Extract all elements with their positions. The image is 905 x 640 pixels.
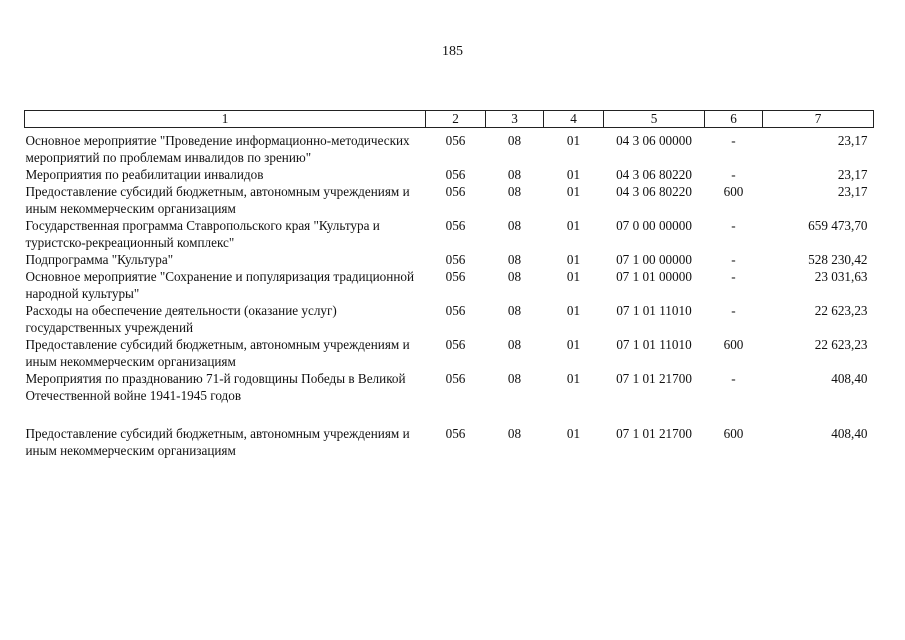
row-expense-type: -: [731, 252, 736, 267]
row-subsection-code: 01: [566, 337, 581, 352]
row-expense-type: 600: [723, 337, 744, 352]
row-target-article: 07 1 01 11010: [616, 337, 692, 352]
row-target-article: 04 3 06 80220: [616, 184, 692, 199]
table-row: [25, 251, 874, 268]
header-col-3: 3: [486, 111, 544, 128]
row-target-article: 07 1 01 21700: [616, 426, 692, 441]
row-subsection-code: 01: [566, 184, 581, 199]
row-ministry-code: 056: [445, 184, 466, 199]
row-ministry-code: 056: [445, 252, 466, 267]
row-amount: 22 623,23: [814, 337, 868, 352]
row-section-code: 08: [507, 371, 522, 386]
header-col-1: 1: [25, 111, 426, 128]
row-amount: 23,17: [837, 184, 868, 199]
header-row: [25, 111, 874, 128]
table-row: [25, 268, 874, 302]
row-subsection-code: 01: [566, 133, 581, 148]
row-amount: 659 473,70: [808, 218, 868, 233]
table-row: [25, 183, 874, 217]
row-ministry-code: 056: [445, 167, 466, 182]
row-expense-type: -: [731, 167, 736, 182]
row-name: Предоставление субсидий бюджетным, автономным учреждениям и иным некоммерческим организациям: [25, 337, 410, 369]
row-section-code: 08: [507, 184, 522, 199]
row-ministry-code: 056: [445, 218, 466, 233]
row-amount: 23 031,63: [814, 269, 868, 284]
row-name: Подпрограмма "Культура": [25, 252, 174, 267]
row-name: Основное мероприятие "Сохранение и популяризация традиционной народной культуры": [25, 269, 415, 301]
row-section-code: 08: [507, 218, 522, 233]
row-amount: 23,17: [837, 133, 868, 148]
table-row: [25, 217, 874, 251]
row-name: Основное мероприятие "Проведение информационно-методических мероприятий по проблемам инвалидов по зрению": [25, 133, 410, 165]
row-section-code: 08: [507, 303, 522, 318]
row-name: Мероприятия по празднованию 71-й годовщины Победы в Великой Отечественной войне 1941-1945 годов: [25, 371, 406, 403]
row-expense-type: -: [731, 269, 736, 284]
row-target-article: 07 1 00 00000: [616, 252, 692, 267]
row-section-code: 08: [507, 426, 522, 441]
row-ministry-code: 056: [445, 303, 466, 318]
row-subsection-code: 01: [566, 252, 581, 267]
row-amount: 22 623,23: [814, 303, 868, 318]
table-row: [25, 166, 874, 183]
budget-table: [24, 110, 874, 459]
row-target-article: 04 3 06 00000: [616, 133, 692, 148]
row-target-article: 04 3 06 80220: [616, 167, 692, 182]
row-target-article: 07 1 01 11010: [616, 303, 692, 318]
row-section-code: 08: [507, 252, 522, 267]
row-amount: 408,40: [831, 426, 868, 441]
row-ministry-code: 056: [445, 337, 466, 352]
row-section-code: 08: [507, 167, 522, 182]
page-number: 185: [442, 44, 463, 59]
row-target-article: 07 1 01 00000: [616, 269, 692, 284]
row-subsection-code: 01: [566, 303, 581, 318]
row-subsection-code: 01: [566, 269, 581, 284]
row-expense-type: -: [731, 303, 736, 318]
row-subsection-code: 01: [566, 167, 581, 182]
row-name: Мероприятия по реабилитации инвалидов: [25, 167, 264, 182]
row-expense-type: 600: [723, 184, 744, 199]
row-amount: 528 230,42: [808, 252, 868, 267]
header-col-7: 7: [763, 111, 874, 128]
row-amount: 23,17: [837, 167, 868, 182]
row-expense-type: 600: [723, 426, 744, 441]
table-row: [25, 370, 874, 404]
row-section-code: 08: [507, 269, 522, 284]
table-row: [25, 404, 874, 459]
row-name: Предоставление субсидий бюджетным, автономным учреждениям и иным некоммерческим организациям: [25, 184, 410, 216]
row-subsection-code: 01: [566, 371, 581, 386]
table-row: [25, 302, 874, 336]
row-section-code: 08: [507, 337, 522, 352]
row-section-code: 08: [507, 133, 522, 148]
row-expense-type: -: [731, 133, 736, 148]
row-name: Расходы на обеспечение деятельности (оказание услуг) государственных учреждений: [25, 303, 337, 335]
row-ministry-code: 056: [445, 371, 466, 386]
row-ministry-code: 056: [445, 269, 466, 284]
header-col-4: 4: [544, 111, 604, 128]
header-col-6: 6: [705, 111, 763, 128]
row-target-article: 07 0 00 00000: [616, 218, 692, 233]
row-target-article: 07 1 01 21700: [616, 371, 692, 386]
row-subsection-code: 01: [566, 426, 581, 441]
row-ministry-code: 056: [445, 426, 466, 441]
header-col-5: 5: [604, 111, 705, 128]
table-row: [25, 128, 874, 167]
row-ministry-code: 056: [445, 133, 466, 148]
row-expense-type: -: [731, 218, 736, 233]
row-expense-type: -: [731, 371, 736, 386]
row-subsection-code: 01: [566, 218, 581, 233]
row-amount: 408,40: [831, 371, 868, 386]
row-name: Государственная программа Ставропольского края "Культура и туристско-рекреационный комплекс": [25, 218, 380, 250]
header-col-2: 2: [426, 111, 486, 128]
table-row: [25, 336, 874, 370]
row-name: Предоставление субсидий бюджетным, автономным учреждениям и иным некоммерческим организациям: [25, 426, 410, 458]
